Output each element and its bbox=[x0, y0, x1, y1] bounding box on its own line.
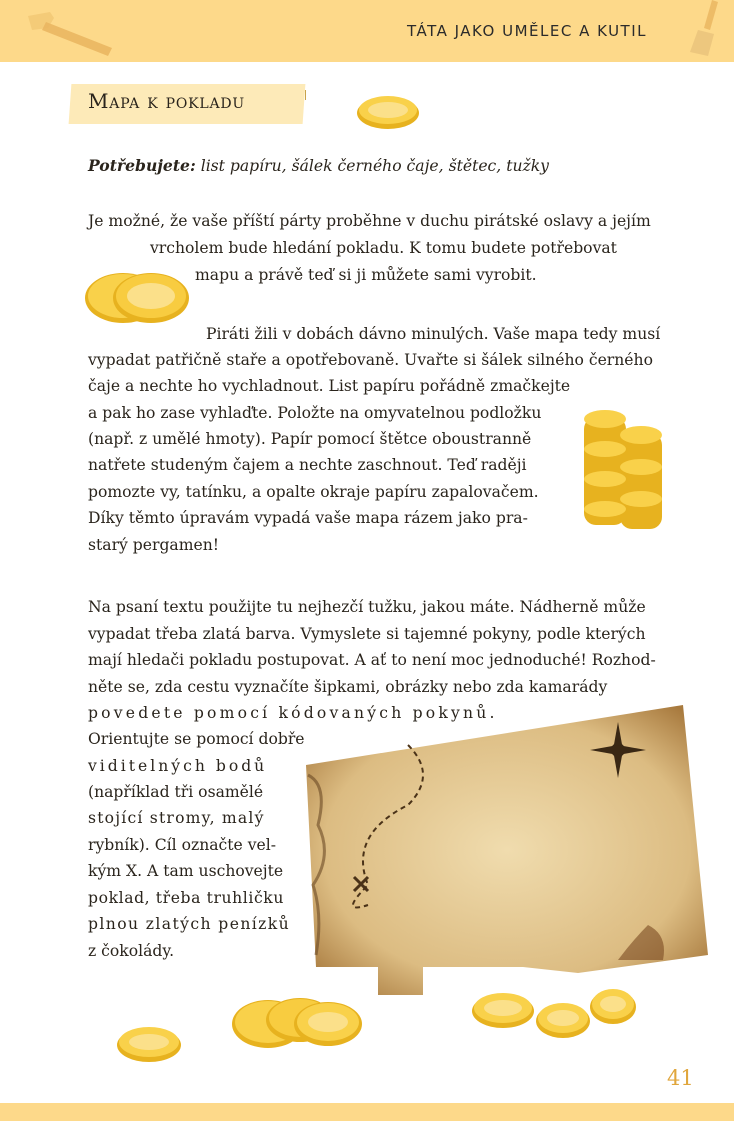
page-number: 41 bbox=[667, 1066, 694, 1090]
paragraph-line: Orientujte se pomocí dobře bbox=[88, 730, 305, 748]
requirements-items: list papíru, šálek černého čaje, štětec, tužky bbox=[200, 157, 549, 175]
coin-icon bbox=[355, 93, 421, 131]
coins-icon bbox=[83, 270, 193, 326]
header-title: TÁTA JAKO UMĚLEC A KUTIL bbox=[407, 22, 647, 40]
coin-icon bbox=[534, 1000, 592, 1040]
brush-icon bbox=[684, 0, 724, 58]
treasure-map-image bbox=[288, 705, 708, 995]
paragraph-line: vypadat patřičně staře a opotřebovaně. Uvařte si šálek silného černého bbox=[88, 351, 653, 369]
title-decoration bbox=[305, 90, 306, 100]
paragraph-line: mají hledači pokladu postupovat. A ať to není moc jednoduché! Rozhod- bbox=[88, 651, 656, 669]
coin-icon bbox=[470, 990, 536, 1030]
footer-band bbox=[0, 1103, 734, 1121]
paragraph-line: plnou zlatých penízků bbox=[88, 915, 291, 933]
paragraph-line: pomozte vy, tatínku, a opalte okraje papíru zapalovačem. bbox=[88, 483, 539, 501]
coin-stack-icon bbox=[578, 405, 670, 535]
paragraph-line: rybník). Cíl označte vel- bbox=[88, 836, 277, 854]
paragraph-line: čaje a nechte ho vychladnout. List papíru pořádně zmačkejte bbox=[88, 377, 571, 395]
paragraph-line: poklad, třeba truhličku bbox=[88, 889, 284, 907]
paragraph-line: povedete pomocí kódovaných pokynů. bbox=[88, 704, 498, 722]
paragraph-line: starý pergamen! bbox=[88, 536, 220, 554]
paragraph-line: z čokolády. bbox=[88, 942, 175, 960]
paragraph-line: viditelných bodů bbox=[88, 757, 268, 775]
paragraph-line: a pak ho zase vyhlaďte. Položte na omyvatelnou podložku bbox=[88, 404, 542, 422]
paragraph-line: (např. z umělé hmoty). Papír pomocí štětce oboustranně bbox=[88, 430, 532, 448]
requirements-label: Potřebujete: bbox=[88, 156, 196, 175]
section-title: Mapa k pokladu bbox=[88, 89, 245, 113]
hammer-icon bbox=[20, 8, 115, 58]
paragraph-line: Na psaní textu použijte tu nejhezčí tužku, jakou máte. Nádherně může bbox=[88, 598, 646, 616]
coin-icon bbox=[115, 1024, 183, 1064]
coin-icon bbox=[588, 986, 638, 1026]
paragraph-line: vrcholem bude hledání pokladu. K tomu budete potřebovat bbox=[150, 239, 617, 257]
paragraph-line: Piráti žili v dobách dávno minulých. Vaše mapa tedy musí bbox=[206, 325, 661, 343]
paragraph-line: něte se, zda cestu vyznačíte šipkami, obrázky nebo zda kamarády bbox=[88, 678, 608, 696]
paragraph-line: kým X. A tam uschovejte bbox=[88, 862, 284, 880]
paragraph-line: Je možné, že vaše příští párty proběhne v duchu pirátské oslavy a jejím bbox=[88, 212, 651, 230]
paragraph-line: stojící stromy, malý bbox=[88, 809, 265, 827]
paragraph-line: vypadat třeba zlatá barva. Vymyslete si tajemné pokyny, podle kterých bbox=[88, 625, 646, 643]
paragraph-line: natřete studeným čajem a nechte zaschnout. Teď raději bbox=[88, 456, 527, 474]
paragraph-line: Díky těmto úpravám vypadá vaše mapa rázem jako pra- bbox=[88, 509, 528, 527]
paragraph-line: (například tři osamělé bbox=[88, 783, 264, 801]
requirements-line bbox=[88, 156, 549, 175]
coins-icon bbox=[230, 994, 364, 1050]
paragraph-line: mapu a právě teď si ji můžete sami vyrobit. bbox=[195, 266, 537, 284]
